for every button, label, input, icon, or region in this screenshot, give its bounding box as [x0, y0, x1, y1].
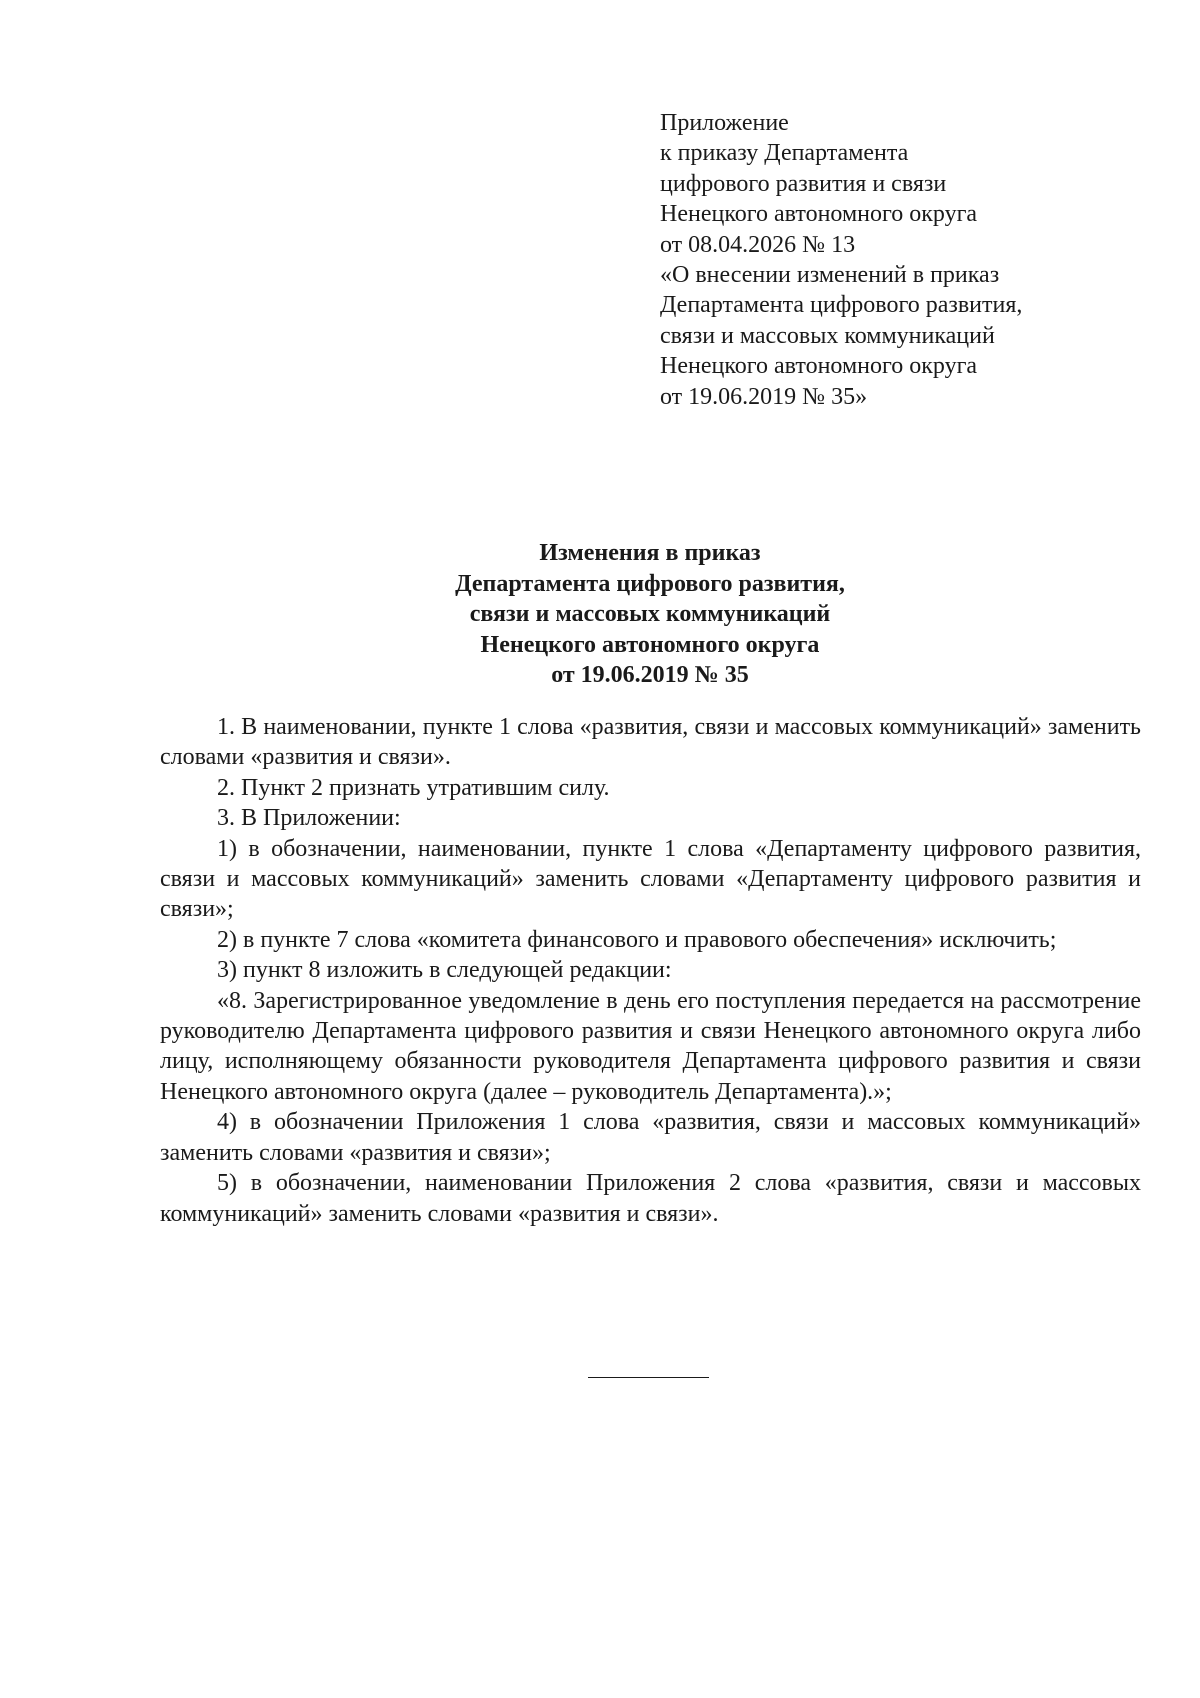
body-paragraph: 3. В Приложении: [217, 805, 401, 832]
body-paragraph: 1) в обозначении, наименовании, пункте 1 слова «Департаменту цифрового развития, связи и массовых коммуникаций» заменить словами «Департаменту цифрового развития и связи»; [160, 835, 1141, 923]
appendix-header-line: «О внесении изменений в приказ [660, 262, 1000, 289]
appendix-header-line: Приложение [660, 110, 789, 136]
appendix-header [660, 108, 1120, 412]
body-paragraph: 2. Пункт 2 признать утратившим силу. [217, 774, 610, 801]
body-paragraph: 5) в обозначении, наименовании Приложения 2 слова «развития, связи и массовых коммуникаций» заменить словами «развития и связи». [160, 1170, 1141, 1227]
body-paragraph: 1. В наименовании, пункте 1 слова «развития, связи и массовых коммуникаций» заменить словами «развития и связи». [160, 714, 1141, 771]
appendix-header-line: от 08.04.2026 № 13 [660, 231, 856, 258]
title-line: Департамента цифрового развития, [455, 570, 845, 597]
title-line: Ненецкого автономного округа [480, 631, 820, 658]
appendix-header-line: связи и массовых коммуникаций [660, 322, 995, 349]
appendix-header-line: Ненецкого автономного округа [660, 201, 978, 228]
appendix-header-line: цифрового развития и связи [660, 170, 947, 197]
body-paragraph: 4) в обозначении Приложения 1 слова «развития, связи и массовых коммуникаций» заменить словами «развития и связи»; [160, 1109, 1141, 1166]
title-line: от 19.06.2019 № 35 [551, 662, 749, 688]
title-line: Изменения в приказ [539, 540, 761, 566]
appendix-header-line: от 19.06.2019 № 35» [660, 383, 868, 410]
end-divider-line [588, 1377, 709, 1378]
appendix-header-line: к приказу Департамента [660, 140, 909, 167]
title-line: связи и массовых коммуникаций [469, 601, 831, 627]
appendix-header-line: Департамента цифрового развития, [660, 292, 1023, 319]
body-paragraph: «8. Зарегистрированное уведомление в день его поступления передается на рассмотрение руководителю Департамента цифрового развития и связи Ненецкого автономного округа либо лицу, исполняющему обязанности руководителя Департамента цифрового развития и связи Ненецкого автономного округа (далее – руководитель Департамента).»; [160, 987, 1141, 1105]
appendix-header-line: Ненецкого автономного округа [660, 353, 978, 380]
document-title [0, 538, 1200, 691]
document-body [160, 712, 1141, 1229]
body-paragraph: 3) пункт 8 изложить в следующей редакции: [217, 957, 672, 984]
body-paragraph: 2) в пункте 7 слова «комитета финансового и правового обеспечения» исключить; [217, 926, 1057, 953]
